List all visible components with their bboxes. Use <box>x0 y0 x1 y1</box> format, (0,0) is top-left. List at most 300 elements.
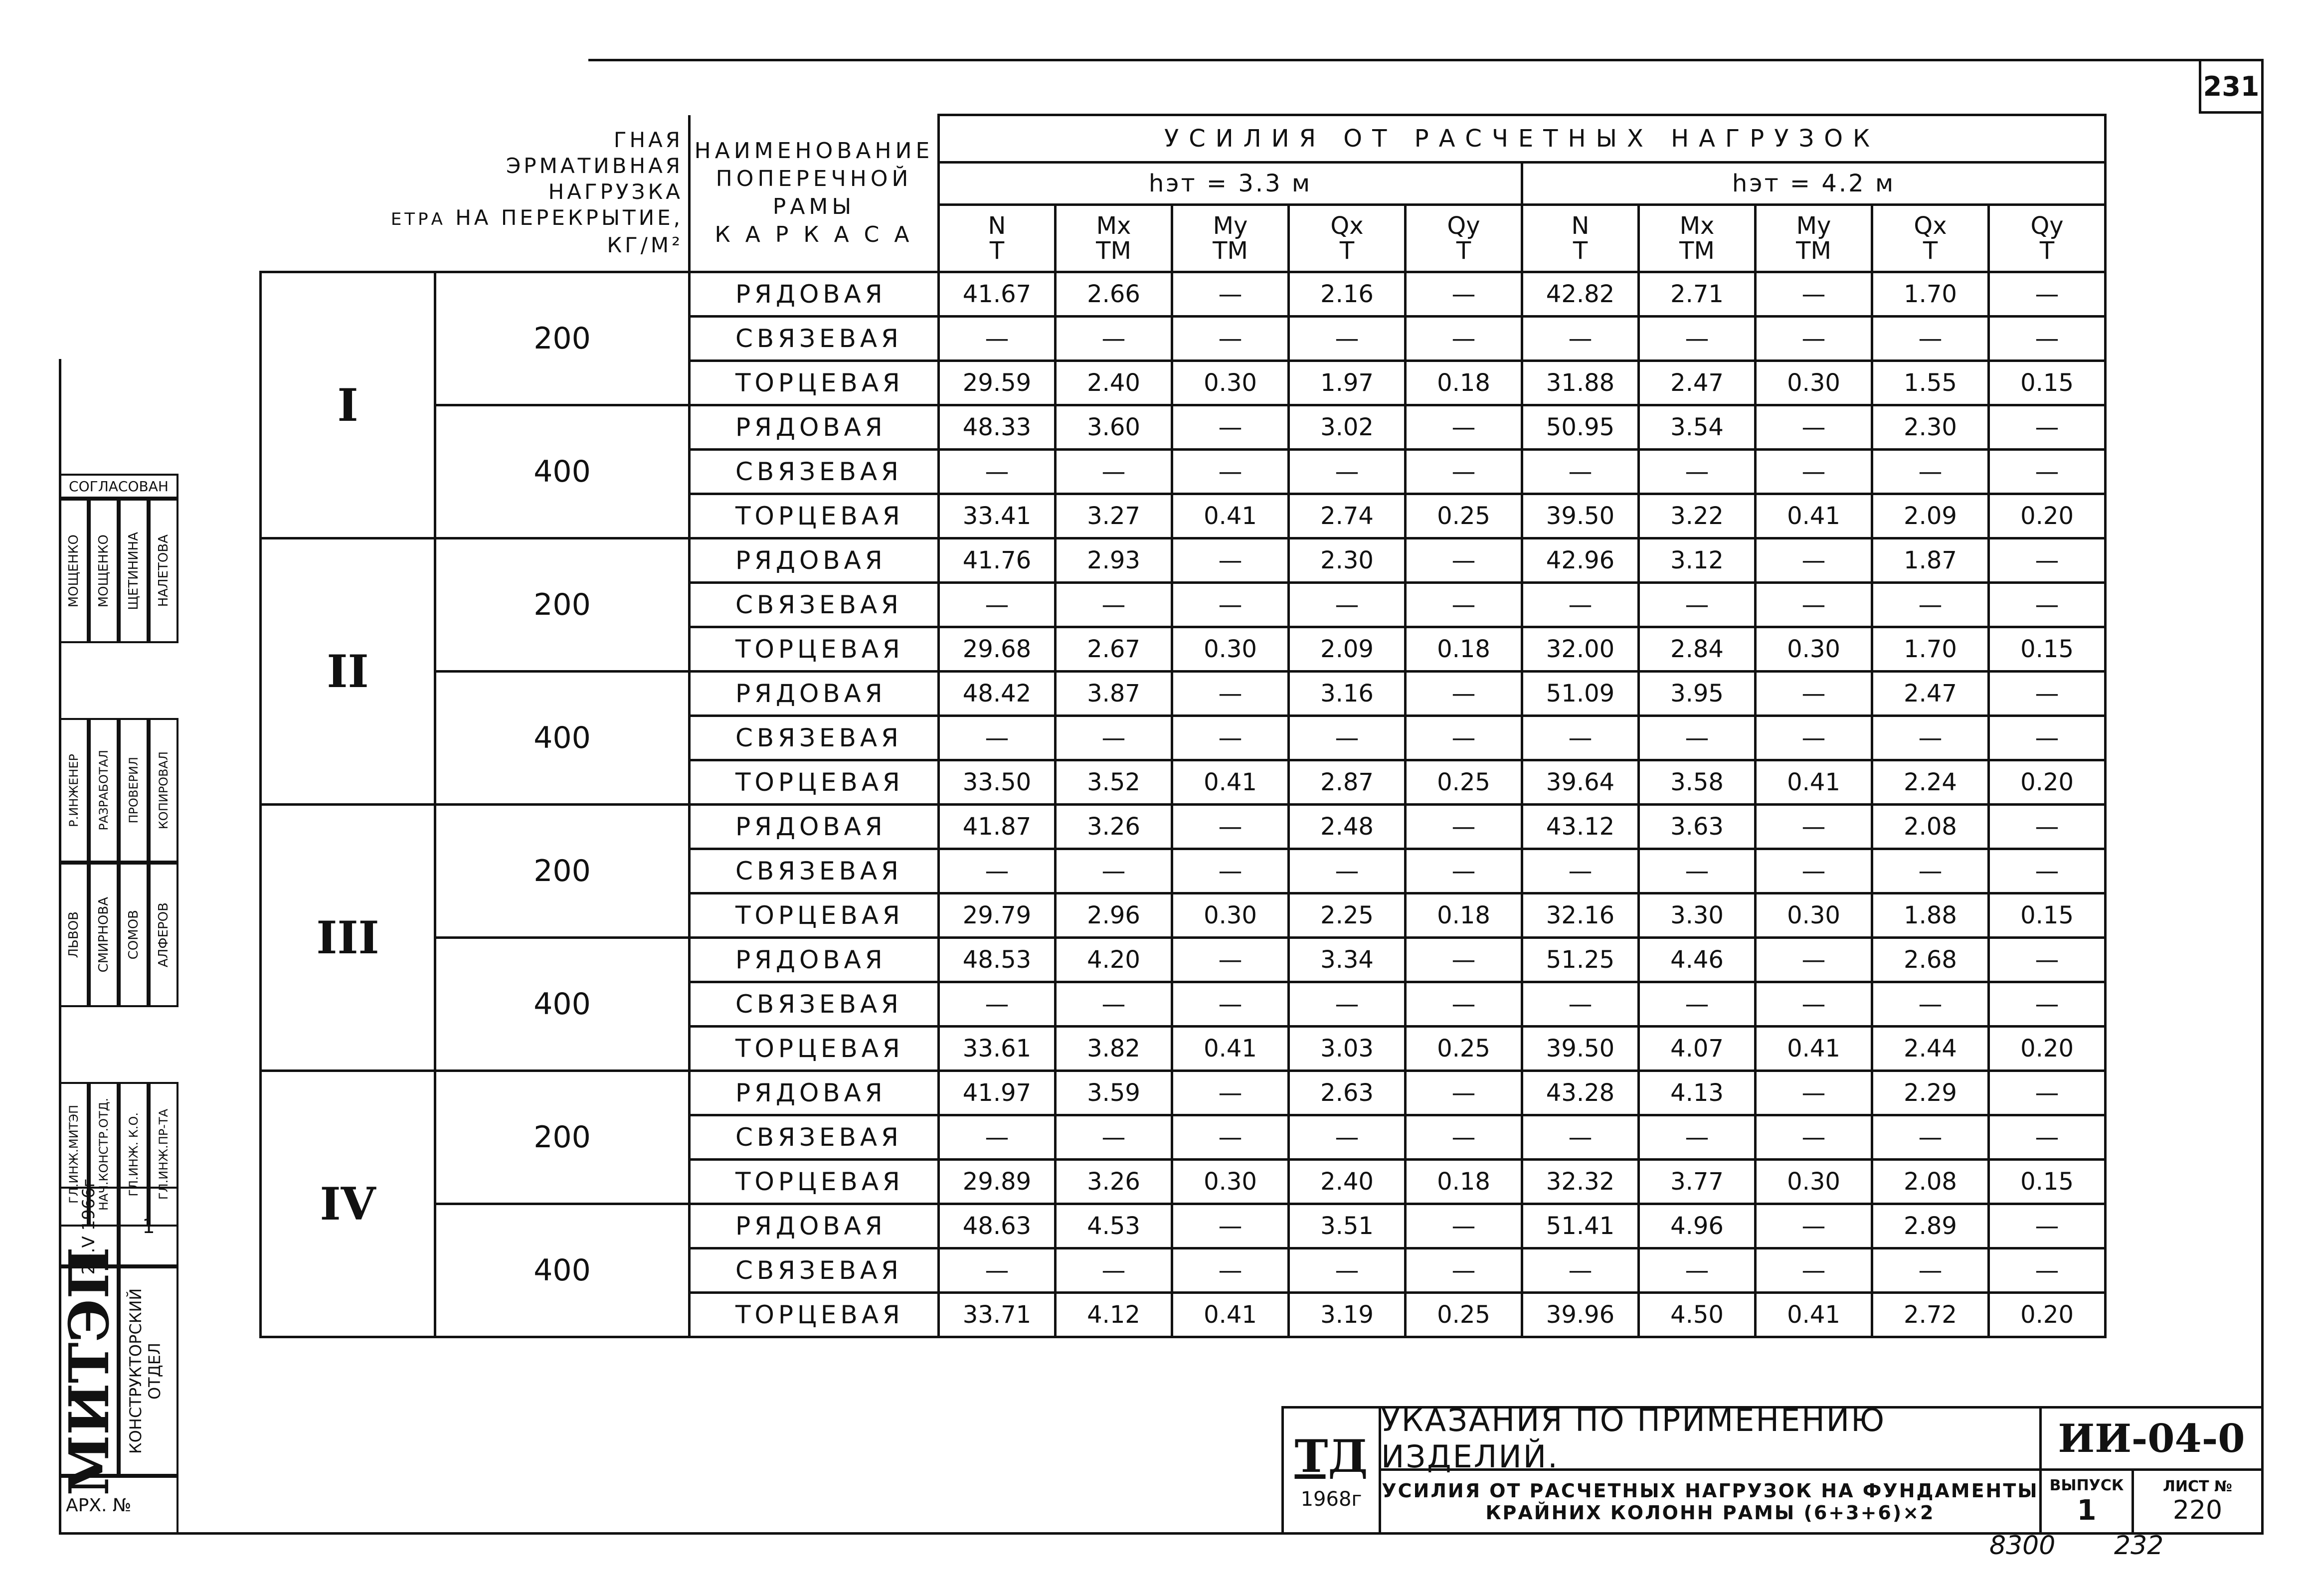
force-value: 2.66 <box>1056 272 1172 317</box>
force-value: 32.00 <box>1522 627 1639 672</box>
stamp-a-name: НАЛЕТОВА <box>156 534 171 607</box>
header-load-column <box>261 115 690 272</box>
stamp-a-role-cell <box>119 718 149 863</box>
force-value: 2.24 <box>1872 760 1989 805</box>
force-value: — <box>1406 982 1522 1027</box>
force-value: 4.50 <box>1639 1293 1756 1337</box>
title-sheet-cell <box>2131 1468 2264 1535</box>
force-value: 39.64 <box>1522 760 1639 805</box>
title-block <box>1281 1402 2264 1535</box>
force-value: 3.59 <box>1056 1071 1172 1115</box>
force-value: 3.27 <box>1056 494 1172 538</box>
force-value: 48.33 <box>939 405 1056 450</box>
header-column-symbol: Qx <box>1914 212 1947 240</box>
force-value: — <box>1172 1071 1289 1115</box>
stamp-org-cell <box>56 1246 121 1496</box>
frame-type: ТОРЦЕВАЯ <box>690 760 939 805</box>
force-value: — <box>939 1115 1056 1160</box>
header-frame-line-3: РАМЫ <box>772 193 856 219</box>
frame-type: СВЯЗЕВАЯ <box>690 982 939 1027</box>
stamp-b-role: ГЛ.ИНЖ.МИТЭП <box>67 1105 81 1204</box>
stamp-b-name-cell <box>59 863 89 1007</box>
force-value: — <box>1056 716 1172 760</box>
frame-type: РЯДОВАЯ <box>690 405 939 450</box>
force-value: — <box>939 849 1056 893</box>
header-column-unit: ТМ <box>1796 237 1831 265</box>
frame-type: ТОРЦЕВАЯ <box>690 1293 939 1337</box>
force-value: 51.25 <box>1522 938 1639 982</box>
force-value: — <box>1756 1071 1872 1115</box>
frame-top-line <box>588 59 2264 61</box>
force-value: — <box>1756 1115 1872 1160</box>
header-group-33: hэт = 3.3 м <box>939 163 1522 205</box>
force-value: 0.20 <box>1989 1293 2106 1337</box>
force-value: 4.07 <box>1639 1027 1756 1071</box>
floor-load-value: 200 <box>435 272 690 405</box>
table-row <box>261 538 2106 583</box>
force-value: 1.88 <box>1872 893 1989 938</box>
force-value: 0.18 <box>1406 1160 1522 1204</box>
force-value: 0.25 <box>1406 494 1522 538</box>
stamp-a-name-cell <box>59 499 89 643</box>
stamp-dept: КОНСТРУКТОРСКИЙ ОТДЕЛ <box>126 1288 164 1454</box>
force-value: 29.79 <box>939 893 1056 938</box>
stamp-a-role: РАЗРАБОТАЛ <box>97 750 111 831</box>
force-value: 42.82 <box>1522 272 1639 317</box>
force-value: 3.02 <box>1289 405 1406 450</box>
header-load-line-2: ЭРМАТИВНАЯ <box>506 154 683 178</box>
floor-load-value: 400 <box>435 405 690 538</box>
force-value: — <box>1756 583 1872 627</box>
force-value: 0.30 <box>1756 627 1872 672</box>
force-value: — <box>939 1248 1056 1293</box>
frame-type: СВЯЗЕВАЯ <box>690 1248 939 1293</box>
force-value: 2.29 <box>1872 1071 1989 1115</box>
stamp-b-role: ГЛ.ИНЖ. К.О. <box>127 1112 141 1197</box>
force-value: — <box>1406 849 1522 893</box>
force-value: — <box>1989 405 2106 450</box>
force-value: 39.50 <box>1522 1027 1639 1071</box>
title-issue-label: ВЫПУСК <box>2049 1476 2124 1494</box>
force-value: — <box>1639 716 1756 760</box>
force-value: — <box>1872 716 1989 760</box>
header-load-line-3: НАГРУЗКА <box>548 179 683 204</box>
floor-load-value: 400 <box>435 672 690 805</box>
force-value: 0.41 <box>1172 760 1289 805</box>
wind-zone-label: I <box>261 272 435 538</box>
header-column-5 <box>1522 205 1639 272</box>
stamp-archive-cell <box>59 1476 178 1535</box>
force-value: — <box>1756 982 1872 1027</box>
force-value: 2.25 <box>1289 893 1406 938</box>
force-value: — <box>1989 849 2106 893</box>
force-value: 0.30 <box>1172 361 1289 405</box>
force-value: 2.40 <box>1289 1160 1406 1204</box>
force-value: — <box>1172 583 1289 627</box>
header-column-unit: Т <box>1456 237 1471 265</box>
force-value: — <box>1522 317 1639 361</box>
force-value: — <box>1639 849 1756 893</box>
force-value: 41.97 <box>939 1071 1056 1115</box>
force-value: 51.41 <box>1522 1204 1639 1248</box>
force-value: — <box>1872 583 1989 627</box>
frame-type: ТОРЦЕВАЯ <box>690 1027 939 1071</box>
stamp-a-role: ПРОВЕРИЛ <box>127 757 141 824</box>
stamp-dept-cell <box>119 1266 178 1476</box>
force-value: — <box>1756 450 1872 494</box>
page-number: 231 <box>2203 70 2260 102</box>
force-value: — <box>1756 805 1872 849</box>
force-value: 0.30 <box>1756 361 1872 405</box>
force-value: 2.47 <box>1639 361 1756 405</box>
force-value: — <box>1406 450 1522 494</box>
force-value: 48.63 <box>939 1204 1056 1248</box>
force-value: — <box>1989 1115 2106 1160</box>
force-value: — <box>1056 317 1172 361</box>
frame-type: РЯДОВАЯ <box>690 1071 939 1115</box>
force-value: — <box>1172 272 1289 317</box>
force-value: 4.96 <box>1639 1204 1756 1248</box>
floor-load-value: 200 <box>435 1071 690 1204</box>
force-value: 0.18 <box>1406 893 1522 938</box>
table-row <box>261 272 2106 317</box>
force-value: 2.71 <box>1639 272 1756 317</box>
force-value: — <box>1289 1115 1406 1160</box>
table-row <box>261 1204 2106 1248</box>
stamp-a-name: МОЩЕНКО <box>66 534 81 608</box>
force-value: — <box>1406 716 1522 760</box>
force-value: 0.15 <box>1989 893 2106 938</box>
force-value: — <box>1989 805 2106 849</box>
frame-type: ТОРЦЕВАЯ <box>690 627 939 672</box>
force-value: 0.41 <box>1756 494 1872 538</box>
header-wind-fragment: ЕТРА <box>390 209 446 230</box>
force-value: — <box>1989 1248 2106 1293</box>
force-value: — <box>1056 1115 1172 1160</box>
force-value: 0.25 <box>1406 1027 1522 1071</box>
table-row <box>261 405 2106 450</box>
header-column-2 <box>1172 205 1289 272</box>
stamp-b-name-cell <box>89 863 119 1007</box>
force-value: 0.25 <box>1406 760 1522 805</box>
force-value: — <box>1172 805 1289 849</box>
force-value: — <box>1872 1115 1989 1160</box>
force-value: 3.22 <box>1639 494 1756 538</box>
stamp-archive: АРХ. № <box>66 1495 132 1516</box>
force-value: 43.12 <box>1522 805 1639 849</box>
frame-type: РЯДОВАЯ <box>690 938 939 982</box>
force-value: — <box>1406 1204 1522 1248</box>
force-value: 0.41 <box>1756 1027 1872 1071</box>
header-load-line-5: КГ/М² <box>607 233 683 258</box>
force-value: — <box>1172 982 1289 1027</box>
force-value: 41.76 <box>939 538 1056 583</box>
frame-type: ТОРЦЕВАЯ <box>690 494 939 538</box>
force-value: 2.16 <box>1289 272 1406 317</box>
force-value: 0.30 <box>1756 893 1872 938</box>
force-value: — <box>1522 583 1639 627</box>
side-stamp <box>56 359 178 1535</box>
page-number-box <box>2199 59 2264 114</box>
force-value: — <box>1172 1204 1289 1248</box>
force-value: 2.30 <box>1872 405 1989 450</box>
force-value: — <box>1172 1115 1289 1160</box>
force-value: 33.50 <box>939 760 1056 805</box>
force-value: — <box>1172 672 1289 716</box>
header-column-symbol: Qy <box>1447 212 1480 240</box>
header-column-unit: Т <box>1923 237 1938 265</box>
stamp-b-role: НАЧ.КОНСТР.ОТД. <box>97 1098 111 1211</box>
header-column-6 <box>1639 205 1756 272</box>
force-value: — <box>1172 317 1289 361</box>
force-value: 3.30 <box>1639 893 1756 938</box>
force-value: — <box>1639 982 1756 1027</box>
title-year: 1968г <box>1300 1488 1362 1511</box>
header-column-3 <box>1289 205 1406 272</box>
force-value: 29.59 <box>939 361 1056 405</box>
title-issue: 1 <box>2077 1494 2097 1527</box>
force-value: — <box>1406 938 1522 982</box>
force-value: 0.20 <box>1989 494 2106 538</box>
force-value: — <box>1639 1248 1756 1293</box>
force-value: — <box>1172 450 1289 494</box>
force-value: — <box>1406 1115 1522 1160</box>
force-value: — <box>1289 982 1406 1027</box>
stamp-sheet-cell <box>119 1187 178 1266</box>
header-column-unit: Т <box>989 237 1005 265</box>
stamp-a-name-cell <box>89 499 119 643</box>
force-value: 4.46 <box>1639 938 1756 982</box>
frame-type: СВЯЗЕВАЯ <box>690 450 939 494</box>
force-value: 2.08 <box>1872 1160 1989 1204</box>
force-value: — <box>1522 1248 1639 1293</box>
frame-type: ТОРЦЕВАЯ <box>690 1160 939 1204</box>
force-value: — <box>1872 450 1989 494</box>
force-value: — <box>939 317 1056 361</box>
header-column-symbol: Mx <box>1679 212 1715 240</box>
force-value: 4.12 <box>1056 1293 1172 1337</box>
frame-right-line <box>2261 59 2264 1535</box>
force-value: 39.96 <box>1522 1293 1639 1337</box>
title-logo-cell <box>1281 1406 1381 1535</box>
force-value: 32.32 <box>1522 1160 1639 1204</box>
force-value: 2.63 <box>1289 1071 1406 1115</box>
title-logo: ТД <box>1294 1430 1368 1483</box>
force-value: 3.51 <box>1289 1204 1406 1248</box>
force-value: 48.42 <box>939 672 1056 716</box>
header-column-unit: Т <box>1339 237 1355 265</box>
force-value: — <box>1522 849 1639 893</box>
header-column-symbol: N <box>1571 212 1590 240</box>
force-value: — <box>1989 1204 2106 1248</box>
force-value: — <box>1989 938 2106 982</box>
force-value: — <box>939 716 1056 760</box>
force-value: 2.48 <box>1289 805 1406 849</box>
force-value: 1.87 <box>1872 538 1989 583</box>
force-value: 1.97 <box>1289 361 1406 405</box>
force-value: — <box>1872 982 1989 1027</box>
force-value: — <box>1756 1204 1872 1248</box>
header-column-unit: Т <box>2039 237 2055 265</box>
force-value: 33.41 <box>939 494 1056 538</box>
table-row <box>261 938 2106 982</box>
force-value: 3.77 <box>1639 1160 1756 1204</box>
header-column-symbol: Qy <box>2030 212 2064 240</box>
force-value: 3.19 <box>1289 1293 1406 1337</box>
stamp-a-role-cell <box>59 718 89 863</box>
force-value: 48.53 <box>939 938 1056 982</box>
force-value: 50.95 <box>1522 405 1639 450</box>
header-column-4 <box>1406 205 1522 272</box>
force-value: — <box>1289 1248 1406 1293</box>
header-column-symbol: My <box>1213 212 1248 240</box>
force-value: — <box>1522 450 1639 494</box>
header-column-symbol: Qx <box>1330 212 1364 240</box>
header-column-unit: ТМ <box>1679 237 1715 265</box>
force-value: 31.88 <box>1522 361 1639 405</box>
frame-type: СВЯЗЕВАЯ <box>690 1115 939 1160</box>
table-row <box>261 1071 2106 1115</box>
stamp-b-name-cell <box>149 863 178 1007</box>
force-value: 43.28 <box>1522 1071 1639 1115</box>
force-value: 0.18 <box>1406 627 1522 672</box>
title-sheet-label: ЛИСТ № <box>2162 1478 2233 1495</box>
force-value: 29.68 <box>939 627 1056 672</box>
force-value: — <box>1406 1071 1522 1115</box>
stamp-sheet: 1 <box>142 1215 155 1238</box>
force-value: — <box>1406 538 1522 583</box>
force-value: 0.15 <box>1989 1160 2106 1204</box>
wind-zone-label: II <box>261 538 435 805</box>
force-value: 3.54 <box>1639 405 1756 450</box>
force-value: 3.12 <box>1639 538 1756 583</box>
force-value: — <box>1989 716 2106 760</box>
force-value: 2.40 <box>1056 361 1172 405</box>
header-frame-line-4: К А Р К А С А <box>714 221 913 247</box>
force-value: — <box>1289 450 1406 494</box>
force-value: 4.53 <box>1056 1204 1172 1248</box>
force-value: 29.89 <box>939 1160 1056 1204</box>
header-column-8 <box>1872 205 1989 272</box>
force-value: — <box>1522 1115 1639 1160</box>
frame-type: РЯДОВАЯ <box>690 538 939 583</box>
forces-table <box>259 114 2107 1338</box>
bottom-number-1: 8300 <box>1989 1531 2056 1561</box>
force-value: — <box>1289 849 1406 893</box>
force-value: — <box>1756 317 1872 361</box>
force-value: 0.15 <box>1989 361 2106 405</box>
frame-type: РЯДОВАЯ <box>690 672 939 716</box>
force-value: — <box>1756 405 1872 450</box>
frame-type: СВЯЗЕВАЯ <box>690 849 939 893</box>
force-value: 3.34 <box>1289 938 1406 982</box>
frame-type: СВЯЗЕВАЯ <box>690 317 939 361</box>
title-main: УКАЗАНИЯ ПО ПРИМЕНЕНИЮ ИЗДЕЛИЙ. <box>1381 1402 1886 1475</box>
floor-load-value: 200 <box>435 805 690 938</box>
stamp-a-role: Р.ИНЖЕНЕР <box>67 753 81 827</box>
force-value: 3.95 <box>1639 672 1756 716</box>
force-value: 1.70 <box>1872 627 1989 672</box>
force-value: 33.71 <box>939 1293 1056 1337</box>
title-sub-cell <box>1379 1468 2042 1535</box>
force-value: 2.44 <box>1872 1027 1989 1071</box>
header-column-unit: Т <box>1573 237 1588 265</box>
title-code: ИИ-04-0 <box>2058 1416 2245 1461</box>
stamp-a-name-cell <box>119 499 149 643</box>
frame-type: ТОРЦЕВАЯ <box>690 893 939 938</box>
force-value: — <box>1406 583 1522 627</box>
title-code-cell <box>2039 1406 2264 1471</box>
force-value: — <box>1522 982 1639 1027</box>
header-column-1 <box>1056 205 1172 272</box>
header-group-42: hэт = 4.2 м <box>1522 163 2106 205</box>
header-load-line-1: ГНАЯ <box>613 128 683 153</box>
force-value: — <box>1989 1071 2106 1115</box>
force-value: 2.96 <box>1056 893 1172 938</box>
force-value: 2.08 <box>1872 805 1989 849</box>
force-value: 2.30 <box>1289 538 1406 583</box>
header-frame-column <box>690 115 939 272</box>
force-value: 4.20 <box>1056 938 1172 982</box>
force-value: 2.68 <box>1872 938 1989 982</box>
force-value: 0.20 <box>1989 760 2106 805</box>
header-load-line-4: НА ПЕРЕКРЫТИЕ, <box>455 205 683 230</box>
force-value: — <box>1172 849 1289 893</box>
stamp-a-name: МОЩЕНКО <box>96 534 111 608</box>
force-value: 2.84 <box>1639 627 1756 672</box>
force-value: 3.03 <box>1289 1027 1406 1071</box>
force-value: 39.50 <box>1522 494 1639 538</box>
title-sub-line-2: КРАЙНИХ КОЛОНН РАМЫ (6+3+6)×2 <box>1485 1501 1935 1524</box>
stamp-b-name: ЛЬВОВ <box>66 911 81 958</box>
frame-type: СВЯЗЕВАЯ <box>690 583 939 627</box>
force-value: — <box>939 450 1056 494</box>
frame-type: ТОРЦЕВАЯ <box>690 361 939 405</box>
title-main-cell <box>1379 1402 2042 1475</box>
force-value: — <box>1172 938 1289 982</box>
force-value: — <box>1989 672 2106 716</box>
force-value: 2.72 <box>1872 1293 1989 1337</box>
force-value: — <box>1406 405 1522 450</box>
force-value: 1.70 <box>1872 272 1989 317</box>
force-value: 3.60 <box>1056 405 1172 450</box>
force-value: — <box>1172 716 1289 760</box>
stamp-a-role-cell <box>149 718 178 863</box>
force-value: — <box>1639 317 1756 361</box>
force-value: — <box>1289 716 1406 760</box>
force-value: — <box>1989 583 2106 627</box>
force-value: 2.74 <box>1289 494 1406 538</box>
header-column-unit: ТМ <box>1096 237 1131 265</box>
force-value: 3.52 <box>1056 760 1172 805</box>
force-value: 0.15 <box>1989 627 2106 672</box>
force-value: 1.55 <box>1872 361 1989 405</box>
wind-zone-label: III <box>261 805 435 1071</box>
stamp-a-role: КОПИРОВАЛ <box>157 751 171 830</box>
floor-load-value: 200 <box>435 538 690 672</box>
force-value: 3.63 <box>1639 805 1756 849</box>
force-value: — <box>1056 849 1172 893</box>
header-column-0 <box>939 205 1056 272</box>
force-value: — <box>1756 849 1872 893</box>
header-column-9 <box>1989 205 2106 272</box>
force-value: — <box>1406 805 1522 849</box>
force-value: — <box>1989 272 2106 317</box>
force-value: — <box>1872 317 1989 361</box>
force-value: 0.30 <box>1172 1160 1289 1204</box>
header-frame-line-2: ПОПЕРЕЧНОЙ <box>715 166 912 191</box>
force-value: 3.82 <box>1056 1027 1172 1071</box>
